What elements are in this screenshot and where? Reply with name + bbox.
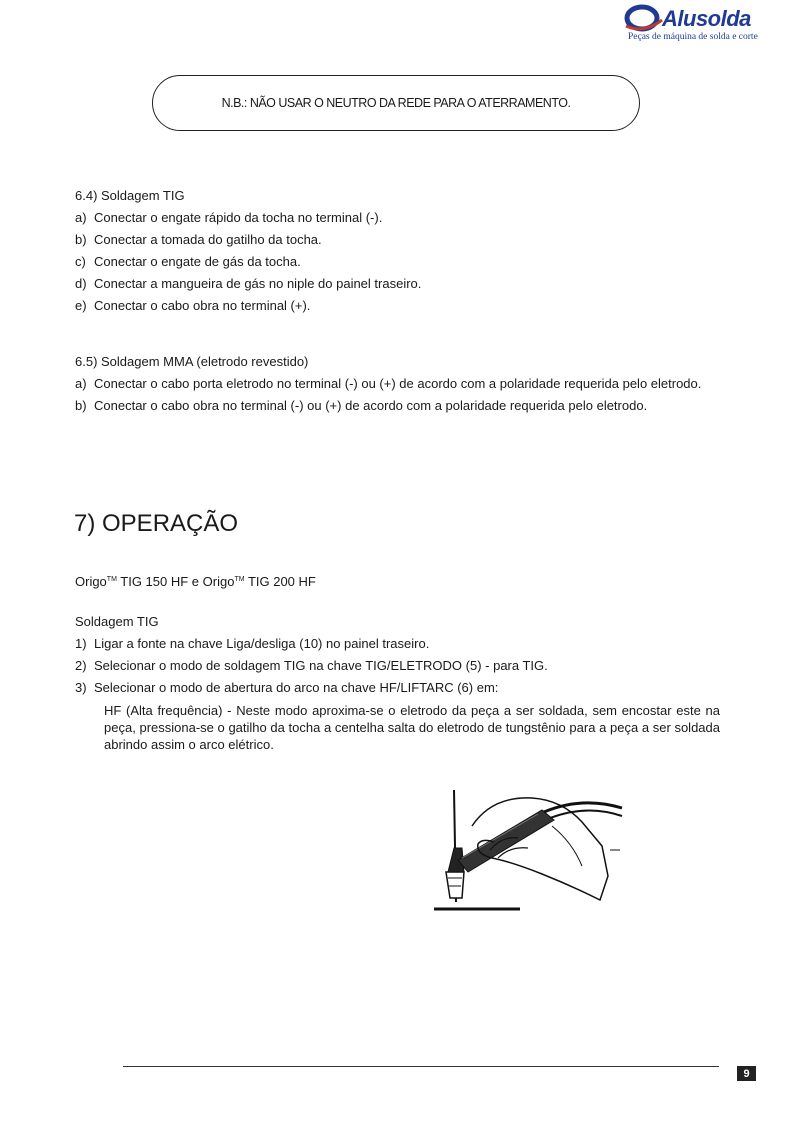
list-item: b) Conectar o cabo obra no terminal (-) ou (+) de acordo com a polaridade requerida pelo eletrodo.: [75, 398, 648, 413]
logo-swoosh-icon: [624, 4, 664, 32]
tig-torch-illustration-icon: [432, 786, 624, 916]
brand-tagline: Peças de máquina de solda e corte: [628, 32, 758, 42]
section-tig-operation: [75, 611, 720, 753]
notice-box: [152, 75, 640, 131]
step-item: 3) Selecionar o modo de abertura do arco na chave HF/LIFTARC (6) em:: [75, 680, 499, 695]
step-item: 1) Ligar a fonte na chave Liga/desliga (10) no painel traseiro.: [75, 636, 430, 651]
section-subheading: Soldagem TIG: [75, 614, 159, 629]
hf-description: HF (Alta frequência) - Neste modo aproxima-se o eletrodo da peça a ser soldada, sem encostar este na peça, pressiona-se o gatilho da tocha a centelha salta do eletrodo de tungstênio para a peça a ser soldada abrindo assim o arco elétrico.: [104, 703, 720, 752]
list-item: b) Conectar a tomada do gatilho da tocha.: [75, 232, 322, 247]
list-item: c) Conectar o engate de gás da tocha.: [75, 254, 301, 269]
brand-logo: [622, 4, 758, 46]
list-item: e) Conectar o cabo obra no terminal (+).: [75, 298, 311, 313]
step-item: 2) Selecionar o modo de soldagem TIG na chave TIG/ELETRODO (5) - para TIG.: [75, 658, 548, 673]
section-mma-connection: [75, 351, 720, 417]
footer-divider: [123, 1066, 719, 1067]
notice-text: N.B.: NÃO USAR O NEUTRO DA REDE PARA O ATERRAMENTO.: [221, 96, 571, 110]
list-item: d) Conectar a mangueira de gás no niple do painel traseiro.: [75, 276, 422, 291]
page-number: 9: [737, 1066, 756, 1081]
brand-name: Alusolda: [662, 6, 751, 31]
chapter-heading: 7) OPERAÇÃO: [74, 510, 239, 537]
section-tig-connection: [75, 185, 720, 317]
list-item: a) Conectar o cabo porta eletrodo no terminal (-) ou (+) de acordo com a polaridade requerida pelo eletrodo.: [75, 376, 702, 391]
list-item: a) Conectar o engate rápido da tocha no terminal (-).: [75, 210, 383, 225]
section-title: 6.5) Soldagem MMA (eletrodo revestido): [75, 354, 309, 369]
model-names: Origo™ TIG 150 HF e Origo™ TIG 200 HF: [75, 574, 316, 589]
section-title: 6.4) Soldagem TIG: [75, 188, 185, 203]
